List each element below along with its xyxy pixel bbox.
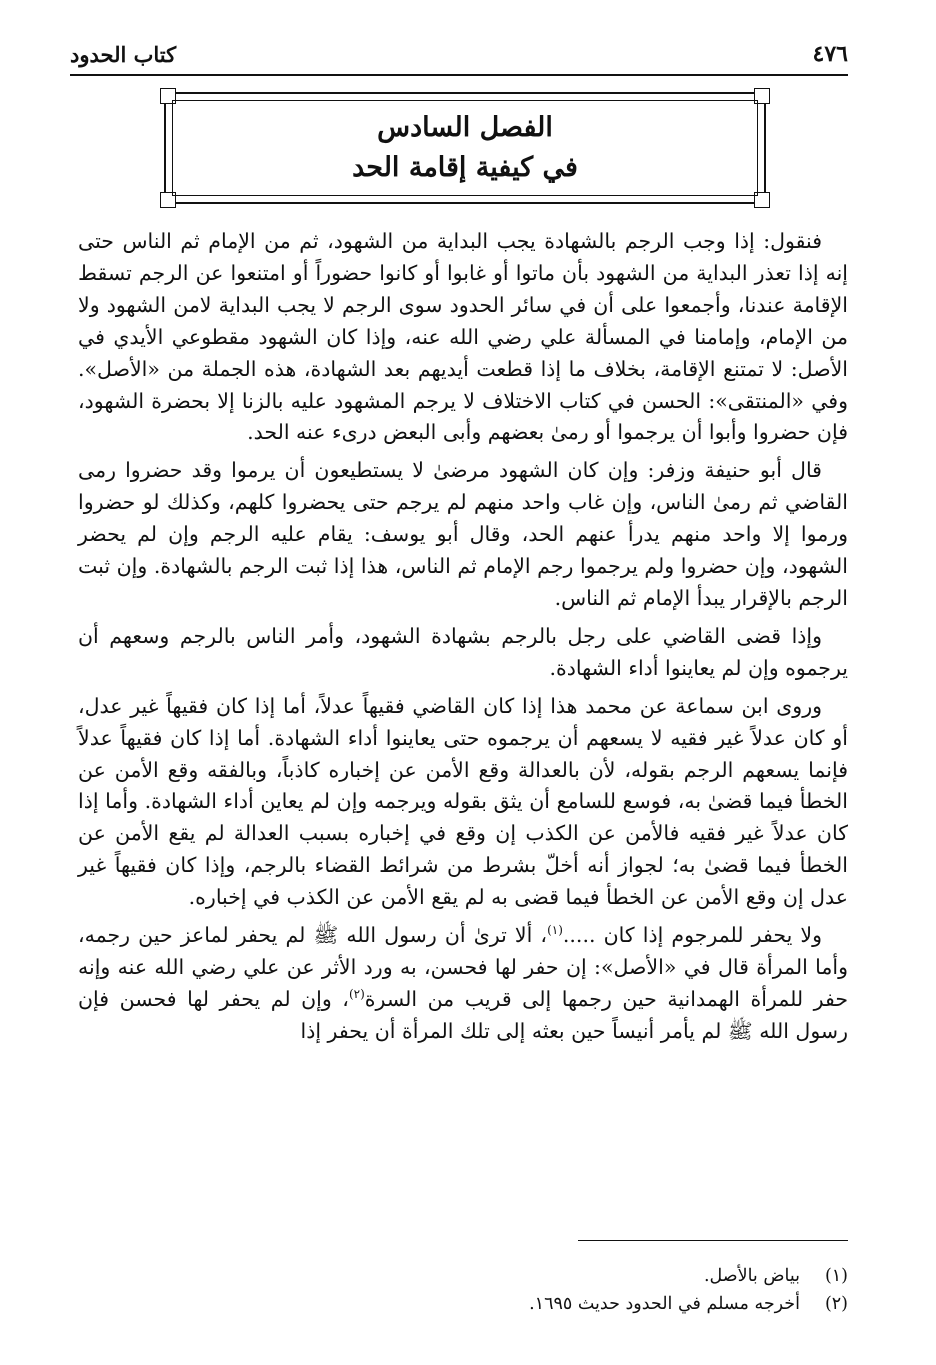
footnote-number: (٢) [824, 1294, 848, 1314]
footnotes [78, 1262, 848, 1318]
page-number: ٤٧٦ [812, 41, 848, 67]
body-text [78, 226, 848, 1054]
footnote-number: (١) [824, 1266, 848, 1286]
footnote-text: أخرجه مسلم في الحدود حديث ١٦٩٥. [529, 1294, 800, 1314]
paragraph: وإذا قضى القاضي على رجل بالرجم بشهادة الشهود، وأمر الناس بالرجم وسعهم أن يرجموه وإن لم يعاينوا أداء الشهادة. [78, 623, 848, 680]
paragraph-text: ، وإن لم يحفر لها فحسن فإن رسول الله ﷺ لم يأمر أنيساً حين بعثه إلى تلك المرأة أن يحفر إذا [78, 986, 848, 1043]
paragraph: وروى ابن سماعة عن محمد هذا إذا كان القاضي فقيهاً عدلاً، أما إذا كان فقيهاً غير عدل، أو كان عدلاً غير فقيه لا يسعهم أن يرجموه حتى يعاينوا أداء الشهادة. أما إذا كان فقيهاً عدلاً فإنما يسعهم الرجم بقوله، لأن بالعدالة وقع الأمن عن إخباره كاذباً، وبالفقه وقع الأمن عن الخطأ فيما قضىٰ به، فوسع للسامع أن يثق بقوله ويرجمه وإن لم يعاين أداء الشهادة. وأما إذا كان عدلاً غير فقيه فالأمن عن الكذب إن وقع في إخباره بسبب العدالة لم يقع الأمن عن الخطأ فيما قضىٰ به؛ لجواز أنه أخلّ بشرط من شرائط القضاء بالرجم، وإذا كان فقيهاً غير عدل إن وقع الأمن عن الخطأ فيما قضى به لم يقع الأمن عن الكذب في إخباره. [78, 693, 848, 910]
chapter-title-frame [164, 92, 766, 204]
running-header [70, 34, 848, 76]
footnote [78, 1262, 848, 1290]
paragraph-text: ولا يحفر للمرجوم إذا كان ..... [562, 923, 823, 948]
paragraph [78, 920, 848, 1048]
paragraph: فنقول: إذا وجب الرجم بالشهادة يجب البداية من الشهود، ثم من الإمام ثم الناس حتى إنه إذا تعذر البداية من الشهود بأن ماتوا أو غابوا أو كانوا حضوراً أو امتنعوا عن الرجم تسقط الإقامة عندنا، وأجمعوا على أن في سائر الحدود سوى الرجم لا يجب البداية لامن الشهود ولا من الإمام، وإمامنا في المسألة علي رضي الله عنه، وإذا كان الشهود مقطوعي الأيدي في الأصل: لا تمتنع الإقامة، بخلاف ما إذا قطعت أيديهم بعد الشهادة، هذه الجملة من «الأصل». وفي «المنتقى»: الحسن في كتاب الاختلاف لا يرجم المشهود عليه بالزنا إلا بحضرة الشهود، فإن حضروا وأبوا أن يرجموا أو رمىٰ بعضهم وأبى البعض درىء عنه الحد. [78, 229, 848, 445]
chapter-subtitle: في كيفية إقامة الحد [352, 152, 578, 183]
book-title: كتاب الحدود [70, 41, 177, 67]
footnote [78, 1290, 848, 1318]
chapter-title: الفصل السادس [377, 112, 553, 144]
chapter-title-inner [172, 100, 758, 196]
footnote-divider [578, 1240, 848, 1241]
paragraph-text: ، ألا ترىٰ أن رسول الله ﷺ لم يحفر لماعز حين رجمه، وأما المرأة قال في «الأصل»: إن حفر لها فحسن، به ورد الأثر عن علي رضي الله عنه وإنه حفر للمرأة الهمدانية حين رجمها إلى قريب من السرة [78, 923, 849, 1011]
paragraph: قال أبو حنيفة وزفر: وإن كان الشهود مرضىٰ لا يستطيعون أن يرموا وقد حضروا رمى القاضي ثم رمىٰ الناس، وإن غاب واحد منهم لم يرجم حتى يحضروا كلهم، وكذلك لو حضروا ورموا إلا واحد منهم يدرأ عنهم الحد، وقال أبو يوسف: يقام عليه الرجم وإن لم يحضر الشهود، وإن حضروا ولم يرجموا رجم الإمام ثم الناس، هذا إذا ثبت الرجم بالشهادة. وإن ثبت الرجم بالإقرار يبدأ الإمام ثم الناس. [78, 458, 848, 610]
footnote-ref[interactable]: (٢) [348, 987, 365, 1002]
footnote-text: بياض بالأصل. [703, 1266, 800, 1286]
footnote-ref[interactable]: (١) [547, 923, 563, 938]
